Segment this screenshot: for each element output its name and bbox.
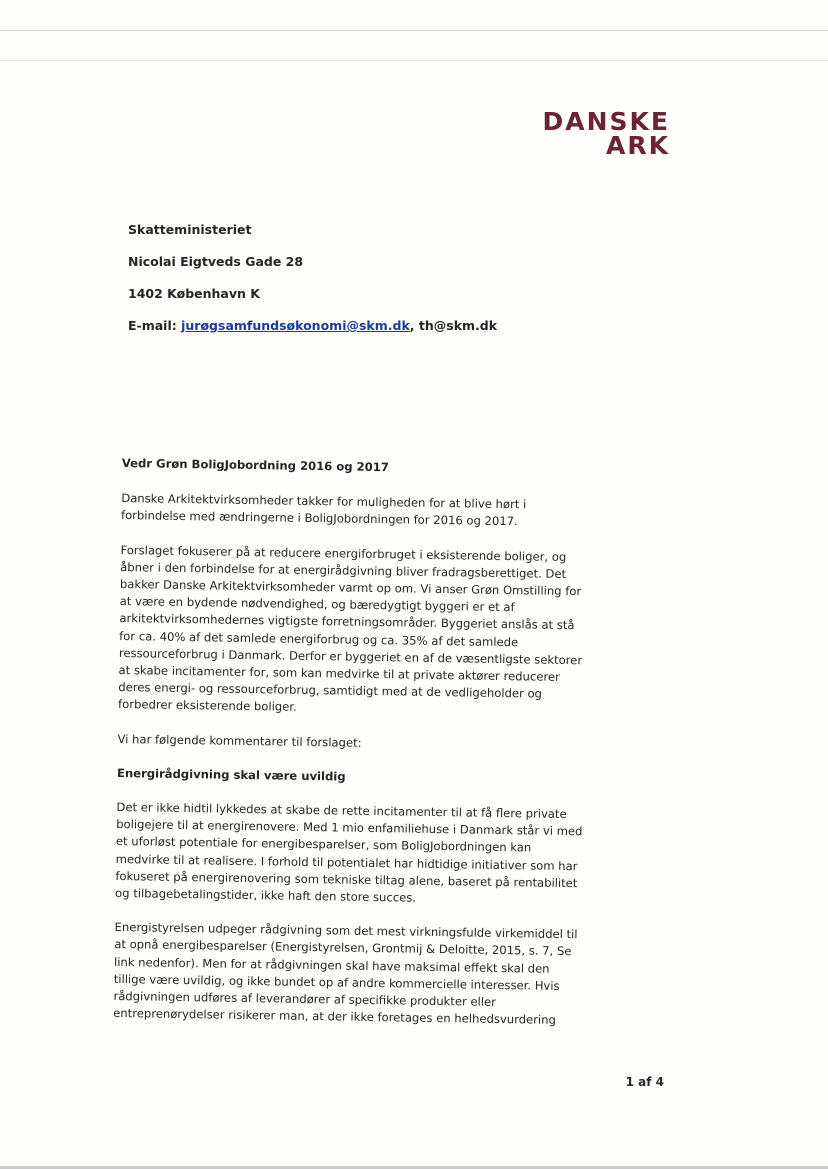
paragraph-proposal: Forslaget fokuserer på at reducere energiforbruget i eksisterende boliger, og åbner i den forbindelse for at energirådgivning bliver fradragsberettiget. Det bakker Danske Arkitektvirksomheder varmt op om. Vi anser Grøn Omstilling for at være en bydende nødvendighed, og bæredygtigt byggeri er et af arkitektvirksomhedernes vigtigste forretningsområder. Byggeriet anslås at stå for ca. 40% af det samlede energiforbrug og ca. 35% af det samlede ressourceforbrug i Danmark. Derfor er byggeriet en af de væsentligste sektorer at skabe incitamenter for, som kan medvirke til at private aktører reducerer deres energi- og ressourceforbrug, samtidigt med at de vedligeholder og forbedrer eksisterende boliger. bbox=[117, 542, 583, 715]
page-number: 1 af 4 bbox=[625, 1075, 664, 1089]
paragraph-energy-agency: Energistyrelsen udpeger rådgivning som det mest virkningsfulde virkemiddel til at opnå energibesparelser (Energistyrelsen, Grontmij & Deloitte, 2015, s. 7, Se link nedenfor). Men for at rådgivningen skal have maksimal effekt skal den tillige være uvildig, og ikke bundet op af andre kommercielle interesser. Hvis rådgivningen udføres af leverandører af specifikke produkter eller entreprenørydelser risikerer man, at der ikke foretages en helhedsvurdering bbox=[113, 920, 578, 1028]
paragraph-intro: Danske Arkitektvirksomheder takker for muligheden for at blive hørt i forbindelse med ændringerne i BoligJobordningen for 2016 og 2017. bbox=[120, 491, 527, 529]
email-label: E-mail: bbox=[128, 318, 177, 333]
recipient-email-line bbox=[128, 318, 688, 350]
scan-edge-top-secondary bbox=[0, 60, 828, 61]
recipient-city: 1402 København K bbox=[128, 286, 260, 301]
recipient-name: Skatteministeriet bbox=[128, 222, 252, 237]
logo-line-2: ARK bbox=[606, 131, 670, 160]
letter-subject: Vedr Grøn BoligJobordning 2016 og 2017 bbox=[121, 455, 389, 475]
email-secondary: th@skm.dk bbox=[418, 318, 498, 333]
recipient-address bbox=[128, 222, 688, 350]
paragraph-incentives: Det er ikke hidtil lykkedes at skabe de rette incitamenter til at få flere private boligejere til at energirenovere. Med 1 mio enfamiliehuse i Danmark står vi med et uforløst potentiale for energibesparelser, som BoligJobordningen kan medvirke til at realisere. I forhold til potentialet har hidtidige initiativer som har fokuseret på energirenovering som tekniske tiltag alene, baseret på rentabilitet og tilbagebetalingstider, ikke haft den store succes. bbox=[115, 800, 583, 905]
letter-body bbox=[113, 455, 592, 1047]
email-link-primary[interactable]: jurøgsamfundsøkonomi@skm.dk bbox=[181, 318, 410, 333]
logo-line-1: DANSKE bbox=[542, 107, 670, 136]
scan-edge-top bbox=[0, 30, 828, 31]
email-separator: , bbox=[409, 318, 415, 333]
section-subheading: Energirådgivning skal være uvildig bbox=[116, 765, 346, 784]
paragraph-comments-intro: Vi har følgende kommentarer til forslaget: bbox=[117, 731, 362, 750]
danske-ark-logo bbox=[542, 107, 670, 160]
recipient-street: Nicolai Eigtveds Gade 28 bbox=[128, 254, 304, 269]
